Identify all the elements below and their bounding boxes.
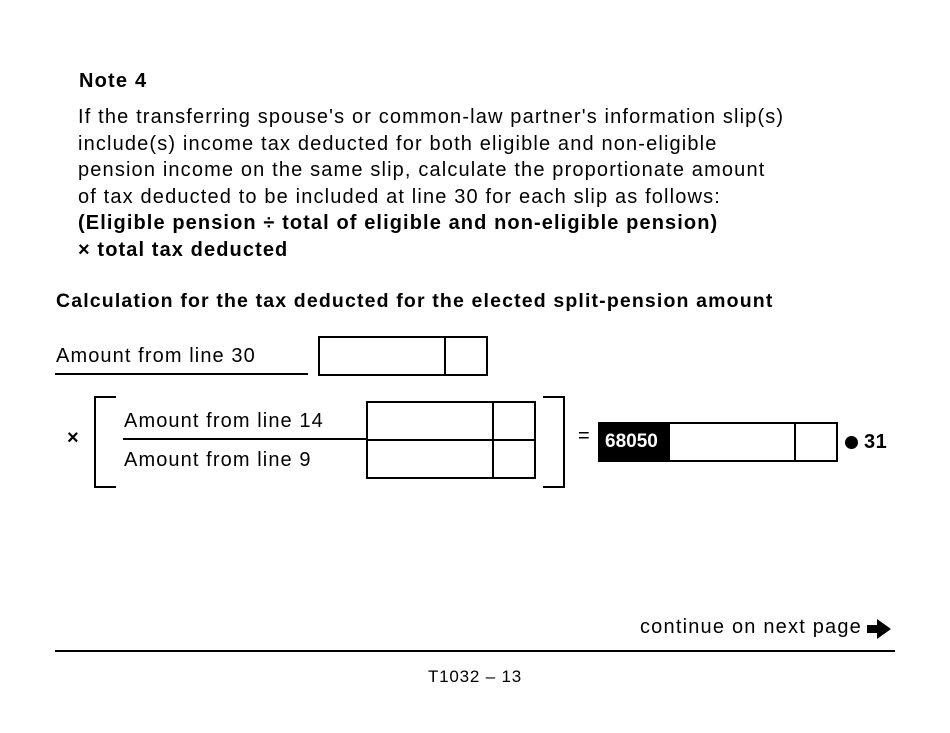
note-line: include(s) income tax deducted for both eligible and non-eligible xyxy=(78,132,718,155)
line31-amount-field[interactable] xyxy=(598,422,838,462)
line30-amount-field[interactable] xyxy=(318,336,488,376)
cents-divider xyxy=(492,441,494,477)
continue-link[interactable] xyxy=(640,616,862,639)
page-number: T1032 – 13 xyxy=(427,667,522,686)
fraction-line xyxy=(123,438,368,440)
arrow-right-icon xyxy=(865,617,893,641)
note-line: of tax deducted to be included at line 30 for each slip as follows: xyxy=(78,185,721,208)
note-line: pension income on the same slip, calculate the proportionate amount xyxy=(78,159,766,181)
denominator-label: Amount from line 9 xyxy=(124,449,312,471)
line30-label: Amount from line 30 xyxy=(56,345,256,367)
line14-amount-field[interactable] xyxy=(366,401,536,441)
note-title: Note 4 xyxy=(79,70,148,92)
line-number: 31 xyxy=(864,431,888,453)
cents-divider xyxy=(492,403,494,439)
formula-line-1: (Eligible pension ÷ total of eligible and non-eligible pension) xyxy=(78,212,719,234)
left-bracket xyxy=(92,396,118,488)
note-line: If the transferring spouse's or common-law partner's information slip(s) xyxy=(78,106,785,128)
cents-divider xyxy=(794,424,796,460)
footer-rule xyxy=(55,650,895,652)
line30-underline xyxy=(55,373,308,375)
calculation-title: Calculation for the tax deducted for the elected split-pension amount xyxy=(56,290,774,312)
note-body xyxy=(78,104,938,263)
equals-symbol: = xyxy=(578,425,590,447)
bullet-dot-icon xyxy=(845,436,858,449)
right-bracket xyxy=(541,396,567,488)
line9-amount-field[interactable] xyxy=(366,439,536,479)
times-symbol: × xyxy=(67,427,79,449)
formula-line-2: × total tax deducted xyxy=(78,238,289,261)
field-code: 68050 xyxy=(600,424,670,460)
numerator-label: Amount from line 14 xyxy=(124,410,324,432)
continue-text: continue on next page xyxy=(639,616,862,638)
cents-divider xyxy=(444,338,446,374)
